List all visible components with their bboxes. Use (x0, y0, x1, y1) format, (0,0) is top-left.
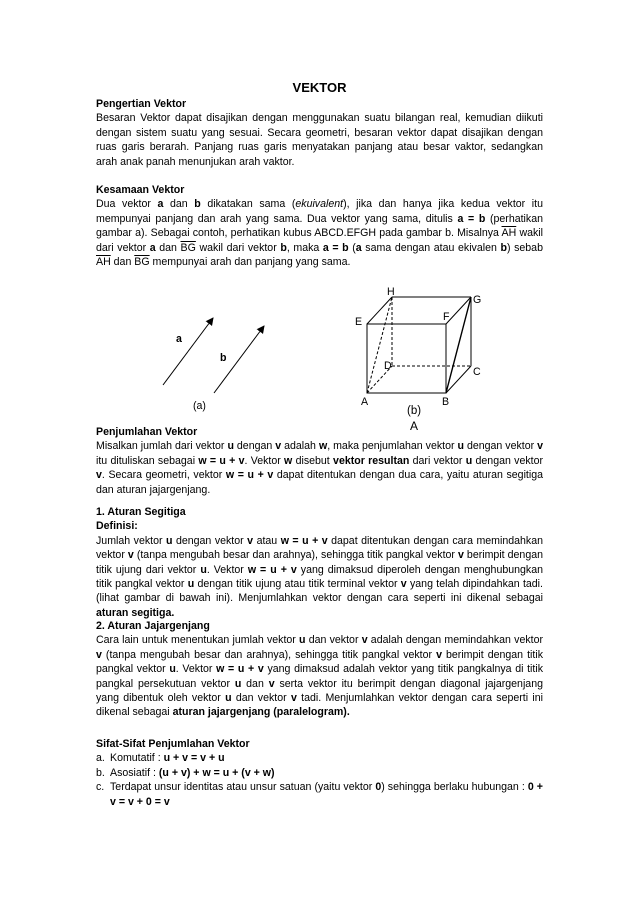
para-penjumlahan: Misalkan jumlah dari vektor u dengan v adalah w, maka penjumlahan vektor u dengan vektor v itu dituliskan sebagai w = u + v. Vektor w disebut vektor resultan dari vektor u dengan vektor v. Secara geometri, vektor w = u + v dapat ditentukan dengan dua cara, yaitu aturan segitiga dan aturan jajargenjang. (96, 440, 544, 496)
label-vector-a: a (176, 333, 182, 345)
heading-pengertian: Pengertian Vektor (96, 98, 187, 110)
section-aturan-segitiga (96, 505, 543, 620)
caption-b-letter: A (410, 419, 419, 433)
cube-abcdefgh (367, 297, 471, 393)
section-penjumlahan (96, 425, 543, 497)
vertex-f: F (443, 311, 450, 323)
para-aturan-segitiga: Jumlah vektor u dengan vektor v atau w = u + v dapat ditentukan dengan cara memindahkan vektor v (tanpa mengubah besar dan arahnya), sehingga titik pangkal vektor v berimpit dengan titik ujung dari vektor u. Vektor w = u + v yang dimaksud diperoleh dengan menghubungkan titik pangkal vektor u dengan titik ujung atau titik terminal vektor v yang telah dipindahkan tadi. (lihat gambar di bawah ini). Menjumlahkan vektor dengan cara seperti ini dikenal sebagai aturan segitiga. (96, 534, 544, 619)
heading-definisi: Definisi: (96, 520, 138, 533)
list-item-identitas: c. Terdapat unsur identitas atau unsur satuan (yaitu vektor 0) sehingga berlaku hubungan : 0 + v = v + 0 = v (96, 781, 543, 808)
heading-sifat: Sifat-Sifat Penjumlahan Vektor (96, 738, 250, 750)
list-item-asosiatif: b. Asosiatif : (u + v) + w = u + (v + w) (96, 766, 275, 779)
vector-bg: $\overline{BG}$ (180, 241, 196, 254)
vertex-e: E (355, 316, 363, 328)
label-vector-b: b (220, 352, 227, 364)
vector-ah: $\overline{AH}$ (501, 227, 517, 240)
heading-aturan-jajargenjang: 2. Aturan Jajargenjang (96, 620, 210, 632)
caption-a: (a) (193, 400, 206, 412)
para-kesamaan: Dua vektor a dan b dikatakan sama (ekuivalent), jika dan hanya jika kedua vektor itu mempunyai panjang dan arah yang sama. Dua vektor yang sama, ditulis a = b (perhatikan gambar a). Sebagai contoh, perhatikan kubus ABCD.EFGH pada gambar b. Misalnya $\overline{AH}$ wakil dari vektor a dan $\overline{BG}$ wakil dari vektor b, maka a = b (a sama dengan atau ekivalen b) sebab $\overline{AH}$ dan $\overline{BG}$ mempunyai arah dan panjang yang sama. (96, 198, 544, 269)
caption-b: (b) (407, 405, 422, 417)
list-item-komutatif: a. Komutatif : u + v = v + u (96, 752, 225, 765)
vertex-h: H (387, 286, 395, 298)
section-sifat (96, 737, 543, 809)
heading-penjumlahan: Penjumlahan Vektor (96, 426, 198, 438)
heading-kesamaan: Kesamaan Vektor (96, 184, 185, 196)
vertex-a: A (361, 396, 369, 408)
vector-a-arrow (163, 318, 213, 385)
para-aturan-jajargenjang: Cara lain untuk menentukan jumlah vektor u dan vektor v adalah dengan memindahkan vektor v (tanpa mengubah besar dan arahnya), sehingga titik pangkal vektor v berimpit dengan titik pangkal vektor u. Vektor w = u + v yang dimaksud adalah vektor yang titik pangkalnya di titik pangkal persekutuan vektor u dan v serta vektor itu berimpit dengan diagonal jajargenjang yang dibentuk oleh vektor u dan vektor v tadi. Menjumlahkan vektor dengan cara seperti ini dikenal sebagai aturan jajargenjang (paralelogram). (96, 634, 544, 719)
vertex-g: G (473, 294, 482, 306)
vertex-b: B (442, 396, 450, 408)
vertex-d: D (384, 360, 392, 372)
section-aturan-jajargenjang (96, 619, 543, 720)
heading-aturan-segitiga: 1. Aturan Segitiga (96, 506, 186, 518)
vertex-c: C (473, 366, 481, 378)
para-pengertian: Besaran Vektor dapat disajikan dengan menggunakan suatu bilangan real, kemudian diikuti dengan sistem suatu yang sesuai. Secara geometri, besaran vektor dapat disajikan dengan ruas garis berarah. Panjang ruas garis menyatakan panjang atau besar vaktor, sedangkan arah anak panah menunjukan arah vaktor. (96, 112, 543, 168)
page-title: VEKTOR (292, 80, 347, 95)
